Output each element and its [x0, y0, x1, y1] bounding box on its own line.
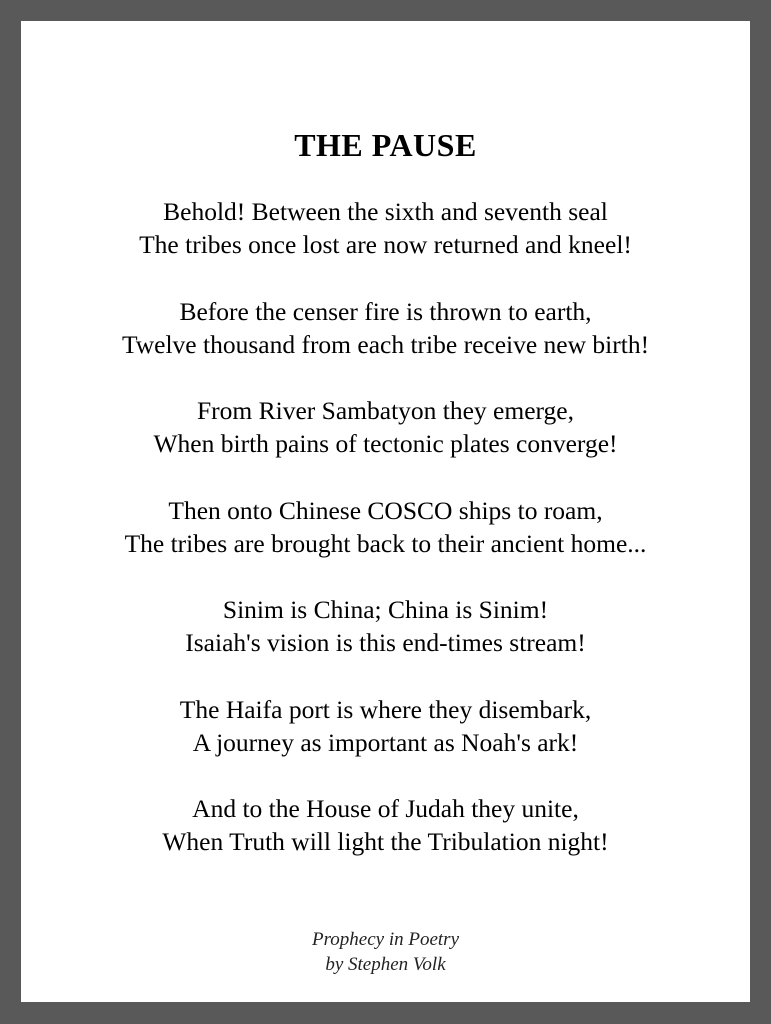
stanza-4 [21, 494, 750, 594]
stanza-line: Isaiah's vision is this end-times stream! [185, 628, 586, 657]
stanza-7 [21, 792, 750, 892]
series-name: Prophecy in Poetry [311, 929, 460, 950]
stanza-3 [21, 394, 750, 494]
stanza-line: When Truth will light the Tribulation night! [162, 827, 609, 856]
stanza-2 [21, 295, 750, 395]
stanza-6 [21, 693, 750, 793]
stanza-line: The tribes once lost are now returned and kneel! [139, 230, 632, 259]
stanza-line: Behold! Between the sixth and seventh seal [163, 197, 608, 226]
stanza-line: When birth pains of tectonic plates converge! [153, 429, 618, 458]
stanza-line: From River Sambatyon they emerge, [197, 396, 574, 425]
stanza-line: Twelve thousand from each tribe receive new birth! [121, 329, 650, 359]
stanza-line: A journey as important as Noah's ark! [192, 727, 579, 757]
stanza-line: The Haifa port is where they disembark, [179, 694, 592, 724]
stanza-line: Before the censer fire is thrown to earth, [179, 296, 592, 326]
stanza-line: The tribes are brought back to their ancient home... [124, 528, 647, 558]
poem-credit [21, 927, 750, 977]
stanza-line: And to the House of Judah they unite, [192, 794, 579, 823]
stanza-1 [21, 195, 750, 295]
poem-page [21, 21, 750, 1002]
stanza-5 [21, 593, 750, 693]
poem-title: THE PAUSE [294, 127, 477, 163]
author-byline: by Stephen Volk [325, 954, 446, 975]
poem-body [21, 195, 750, 892]
stanza-line: Sinim is China; China is Sinim! [222, 595, 549, 624]
stanza-line: Then onto Chinese COSCO ships to roam, [168, 495, 603, 525]
